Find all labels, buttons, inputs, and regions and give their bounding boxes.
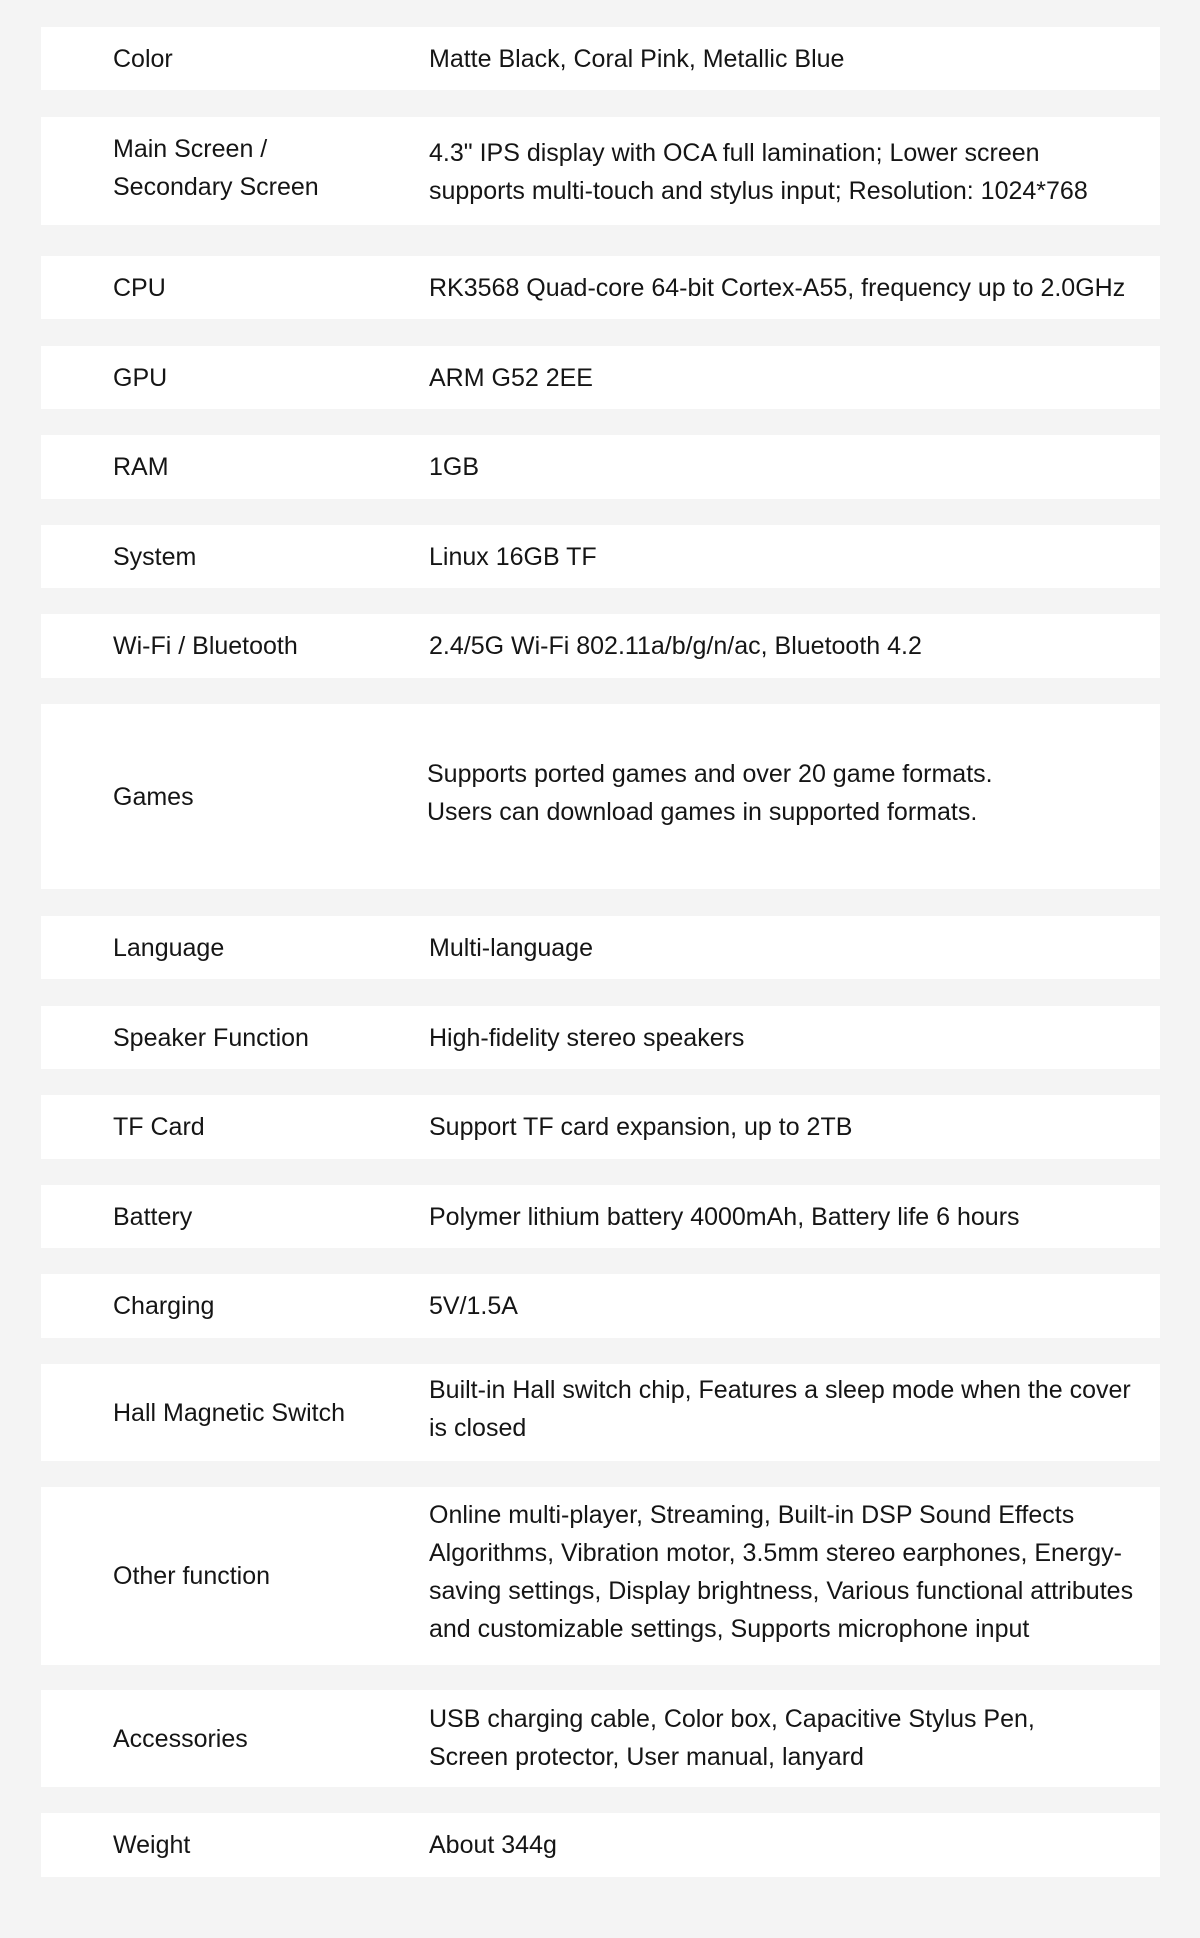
spec-row-weight bbox=[41, 1813, 1160, 1877]
spec-row-battery bbox=[41, 1185, 1160, 1248]
spec-value: USB charging cable, Color box, Capacitive Stylus Pen, Screen protector, User manual, lanyard bbox=[429, 1705, 1035, 1771]
spec-row-games bbox=[41, 704, 1160, 889]
spec-value: Multi-language bbox=[429, 933, 593, 962]
spec-value: Polymer lithium battery 4000mAh, Battery life 6 hours bbox=[429, 1202, 1020, 1231]
spec-row-language bbox=[41, 916, 1160, 979]
spec-row-charging bbox=[41, 1274, 1160, 1338]
spec-label: Main Screen / Secondary Screen bbox=[113, 135, 319, 201]
spec-row-wifi-bluetooth bbox=[41, 614, 1160, 678]
spec-row-color bbox=[41, 27, 1160, 90]
spec-row-system bbox=[41, 525, 1160, 588]
spec-row-screen bbox=[41, 117, 1160, 225]
spec-row-speaker-function bbox=[41, 1006, 1160, 1069]
spec-label: Hall Magnetic Switch bbox=[113, 1398, 346, 1427]
spec-row-hall-magnetic-switch bbox=[41, 1364, 1160, 1461]
spec-label: System bbox=[113, 542, 197, 571]
spec-row-other-function bbox=[41, 1487, 1160, 1665]
spec-value: Matte Black, Coral Pink, Metallic Blue bbox=[429, 44, 845, 73]
spec-value: Linux 16GB TF bbox=[429, 542, 597, 571]
spec-label: Other function bbox=[113, 1562, 271, 1590]
spec-label: Charging bbox=[113, 1292, 215, 1320]
spec-value: Supports ported games and over 20 game formats. Users can download games in supported formats. bbox=[427, 760, 993, 826]
spec-value: 2.4/5G Wi-Fi 802.11a/b/g/n/ac, Bluetooth 4.2 bbox=[429, 632, 922, 660]
spec-value: About 344g bbox=[429, 1831, 557, 1859]
spec-label: Language bbox=[113, 933, 225, 962]
spec-label: Games bbox=[113, 782, 194, 811]
spec-row-cpu bbox=[41, 256, 1160, 319]
spec-label: Speaker Function bbox=[113, 1023, 309, 1052]
spec-label: RAM bbox=[113, 453, 169, 481]
spec-value: High-fidelity stereo speakers bbox=[429, 1023, 745, 1052]
spec-row-gpu bbox=[41, 346, 1160, 409]
spec-row-tf-card bbox=[41, 1095, 1160, 1159]
spec-value: 4.3" IPS display with OCA full lamination; Lower screen supports multi-touch and stylus input; Resolution: 1024*768 bbox=[429, 139, 1088, 205]
spec-label: Color bbox=[113, 44, 173, 73]
spec-label: Accessories bbox=[113, 1724, 248, 1753]
spec-value: 5V/1.5A bbox=[429, 1292, 518, 1320]
spec-label: Wi-Fi / Bluetooth bbox=[113, 632, 298, 660]
spec-value: Support TF card expansion, up to 2TB bbox=[429, 1113, 853, 1141]
spec-value: ARM G52 2EE bbox=[429, 363, 593, 392]
spec-label: TF Card bbox=[113, 1113, 205, 1141]
spec-label: GPU bbox=[113, 363, 168, 392]
spec-row-ram bbox=[41, 435, 1160, 499]
spec-label: Weight bbox=[113, 1831, 191, 1859]
spec-value: RK3568 Quad-core 64-bit Cortex-A55, frequency up to 2.0GHz bbox=[429, 273, 1126, 302]
spec-value: Built-in Hall switch chip, Features a sleep mode when the cover is closed bbox=[429, 1376, 1131, 1442]
spec-value: Online multi-player, Streaming, Built-in DSP Sound Effects Algorithms, Vibration motor, 3.5mm stereo earphones, Energy- saving settings, Display brightness, Various functional attributes and customizable settings, Supports microphone input bbox=[429, 1501, 1134, 1643]
spec-label: CPU bbox=[113, 273, 166, 302]
spec-value: 1GB bbox=[429, 453, 480, 481]
spec-row-accessories bbox=[41, 1690, 1160, 1787]
spec-label: Battery bbox=[113, 1202, 193, 1231]
